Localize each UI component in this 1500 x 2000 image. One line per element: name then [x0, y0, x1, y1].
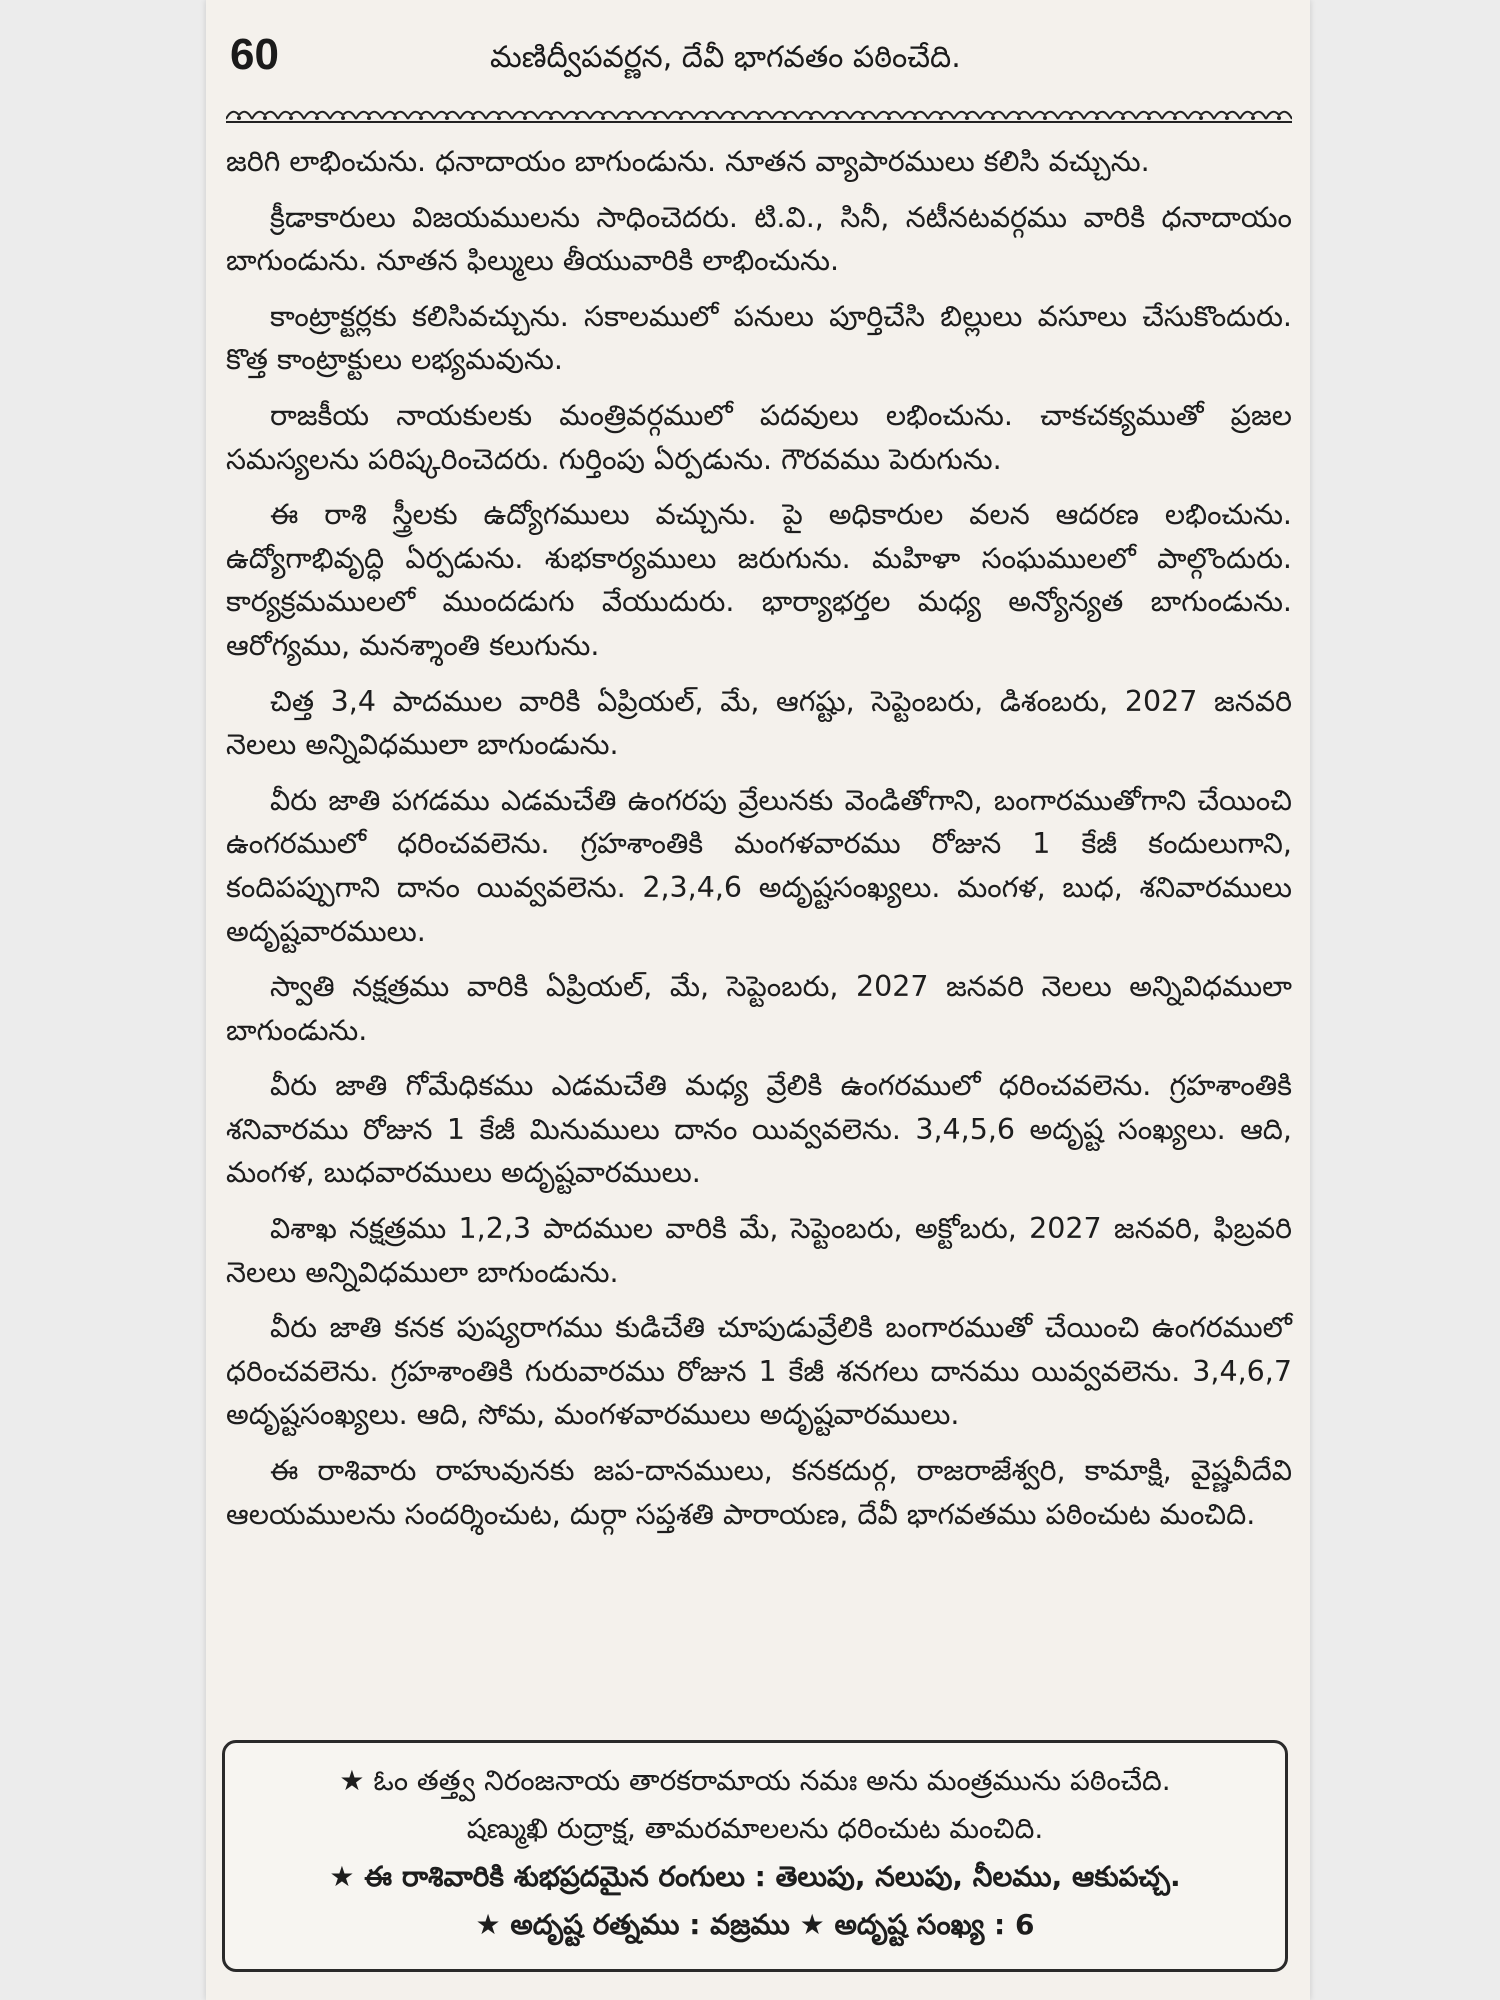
paragraph: వీరు జాతి పగడము ఎడమచేతి ఉంగరపు వ్రేలునకు వెండితోగాని, బంగారముతోగాని చేయించి ఉంగరములో ధరించవలెను. గ్రహశాంతికి మంగళవారము రోజున 1 కేజీ కందులుగాని, కందిపప్పుగాని దానం యివ్వవలెను. 2,3,4,6 అదృష్టసంఖ్యలు. మంగళ, బుధ, శనివారములు అదృష్టవారములు. — [226, 783, 1292, 948]
rudraksha-line: షణ్ముఖి రుద్రాక్ష, తామరమాలలను ధరించుట మంచిది. — [466, 1812, 1044, 1845]
paragraph: జరిగి లాభించును. ధనాదాయం బాగుండును. నూతన వ్యాపారములు కలిసి వచ్చును. — [226, 145, 1150, 178]
page-number: 60 — [230, 30, 279, 79]
page-header — [226, 30, 1296, 100]
paragraph: విశాఖ నక్షత్రము 1,2,3 పాదముల వారికి మే, సెప్టెంబరు, అక్టోబరు, 2027 జనవరి, ఫిబ్రవరి నెలలు అన్నివిధములా బాగుండును. — [226, 1212, 1292, 1289]
running-title: మణిద్వీపవర్ణన, దేవీ భాగవతం పఠించేది. — [490, 40, 961, 75]
paragraph: క్రీడాకారులు విజయములను సాధించెదరు. టి.వి., సినీ, నటీనటవర్గము వారికి ధనాదాయం బాగుండును. నూతన ఫిల్ములు తీయువారికి లాభించును. — [226, 200, 1292, 278]
paragraph: ఈ రాశివారు రాహువునకు జప-దానములు, కనకదుర్గ, రాజరాజేశ్వరి, కామాక్షి, వైష్ణవీదేవి ఆలయములను సందర్శించుట, దుర్గా సప్తశతి పారాయణ, దేవీ భాగవతము పఠించుట మంచిది. — [226, 1454, 1292, 1531]
paragraph: వీరు జాతి కనక పుష్యరాగము కుడిచేతి చూపుడువ్రేలికి బంగారముతో చేయించి ఉంగరములో ధరించవలెను. గ్రహశాంతికి గురువారము రోజున 1 కేజీ శనగలు దానము యివ్వవలెను. 3,4,6,7 అదృష్టసంఖ్యలు. ఆది, సోమ, మంగళవారములు అదృష్టవారములు. — [226, 1311, 1292, 1432]
ornamental-divider — [226, 104, 1292, 126]
paragraph: వీరు జాతి గోమేధికము ఎడమచేతి మధ్య వ్రేలికి ఉంగరములో ధరించవలెను. గ్రహశాంతికి శనివారము రోజున 1 కేజీ మినుములు దానం యివ్వవలెను. 3,4,5,6 అదృష్ట సంఖ్యలు. ఆది, మంగళ, బుధవారములు అదృష్టవారములు. — [226, 1069, 1292, 1190]
paragraph: ఈ రాశి స్త్రీలకు ఉద్యోగములు వచ్చును. పై అధికారుల వలన ఆదరణ లభించును. ఉద్యోగాభివృద్ధి ఏర్పడును. శుభకార్యములు జరుగును. మహిళా సంఘములలో పాల్గొందురు. కార్యక్రమములలో ముందడుగు వేయుదురు. భార్యాభర్తల మధ్య అన్యోన్యత బాగుండును. ఆరోగ్యము, మనశ్శాంతి కలుగును. — [226, 498, 1292, 662]
body-text — [226, 140, 1292, 1548]
paragraph: స్వాతి నక్షత్రము వారికి ఏప్రియల్, మే, సెప్టెంబరు, 2027 జనవరి నెలలు అన్నివిధములా బాగుండును. — [226, 970, 1292, 1047]
mantra-line: ★ ఓం తత్త్వ నిరంజనాయ తారకరామాయ నమః అను మంత్రమును పఠించేది. — [339, 1764, 1171, 1797]
paragraph: రాజకీయ నాయకులకు మంత్రివర్గములో పదవులు లభించును. చాకచక్యముతో ప్రజల సమస్యలను పరిష్కరించెదరు. గుర్తింపు ఏర్పడును. గౌరవము పెరుగును. — [226, 398, 1292, 476]
paragraph: కాంట్రాక్టర్లకు కలిసివచ్చును. సకాలములో పనులు పూర్తిచేసి బిల్లులు వసూలు చేసుకొందురు. కొత్త కాంట్రాక్టులు లభ్యమవును. — [226, 299, 1292, 377]
book-page — [206, 0, 1310, 2000]
lucky-colors-line: ★ ఈ రాశివారికి శుభప్రదమైన రంగులు : తెలుపు, నలుపు, నీలము, ఆకుపచ్చ. — [329, 1860, 1181, 1893]
remedy-box — [222, 1740, 1288, 1972]
lucky-gem-number-line: ★ అదృష్ట రత్నము : వజ్రము ★ అదృష్ట సంఖ్య : 6 — [475, 1908, 1035, 1941]
paragraph: చిత్త 3,4 పాదముల వారికి ఏప్రియల్, మే, ఆగష్టు, సెప్టెంబరు, డిశంబరు, 2027 జనవరి నెలలు అన్నివిధములా బాగుండును. — [226, 684, 1292, 762]
